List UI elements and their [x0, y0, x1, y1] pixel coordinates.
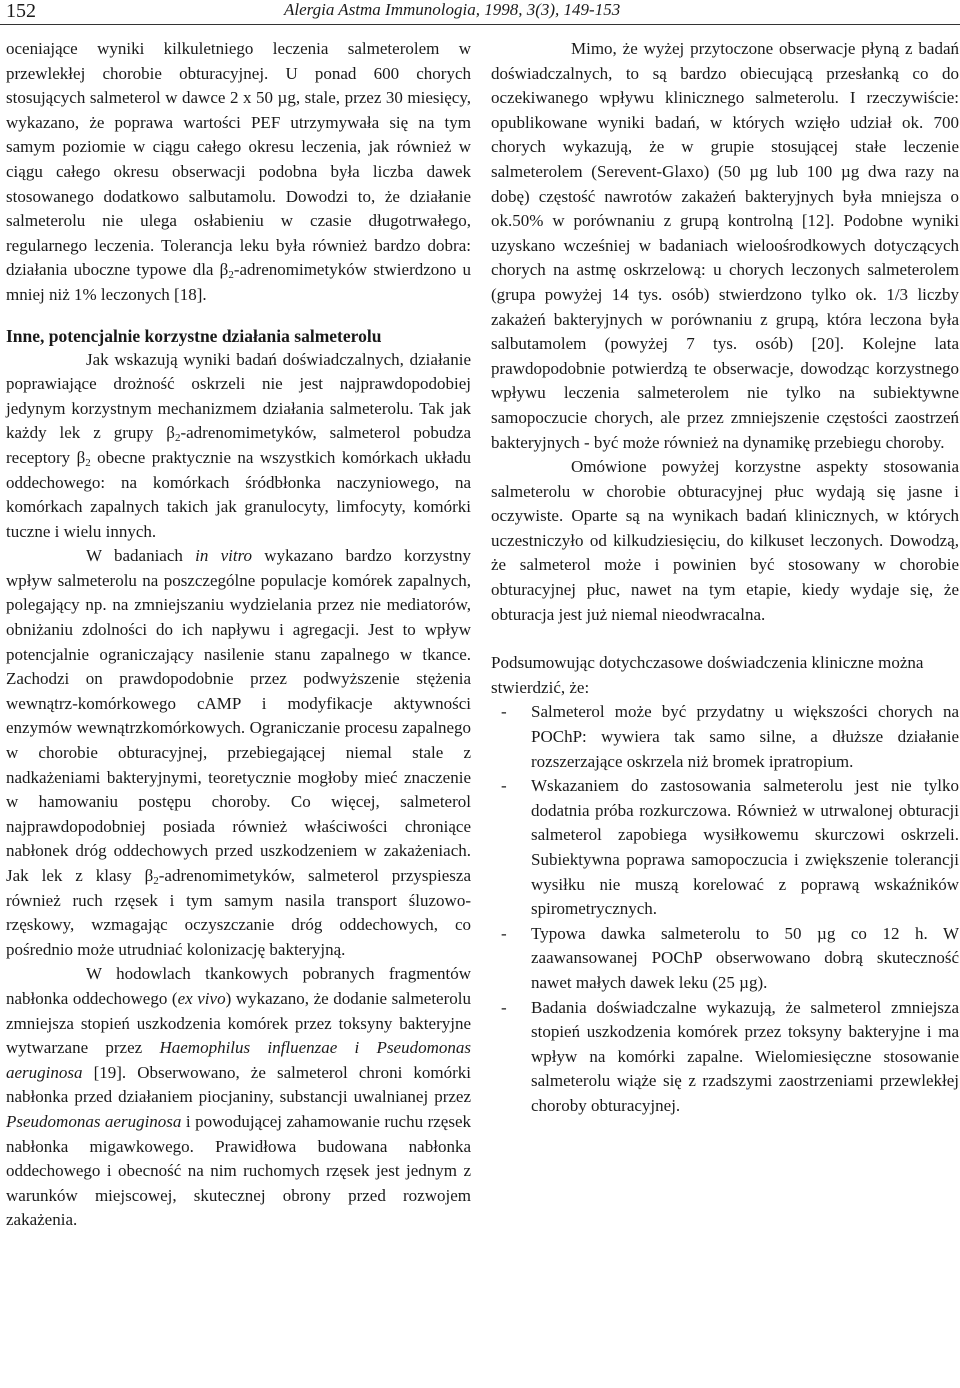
paragraph: W badaniach in vitro wykazano bardzo korzystny wpływ salmeterolu na poszczególne populacje komórek zapalnych, polegający np. na zmniejszaniu wydzielania przez nie mediatorów, obniżaniu zdolności do ich napływu i agregacji. Jest to wpływ potencjalnie ograniczający nasilenie stanu zapalnego w tkance. Zachodzi on prawdopodobnie przez podwyższenie stężenia wewnątrz-komórkowego cAMP i modyfikacje aktywności enzymów wewnątrzkomórkowych. Ograniczanie procesu zapalnego w chorobie obturacyjnej, przebiegającej niemal stale z nadkażeniami bakteryjnymi, teoretycznie mogłoby mieć znaczenie w hamowaniu postępu choroby. Co więcej, salmeterol najprawdopodobniej posiada również właściwości chroniące nabłonek dróg oddechowych przed uszkodzeniem w zakażeniach. Jak lek z klasy $\beta_2$-adrenomimetyków, salmeterol przyspiesza również ruch rzęsek i tym samym nasila transport śluzowo-rzęskowy, wzmagając oczyszczanie dróg oddechowych, co pośrednio może utrudniać kolonizację bakteryjną.: [6, 546, 471, 959]
left-column: [6, 37, 471, 1233]
paragraph: Jak wskazują wyniki badań doświadczalnych, działanie poprawiające drożność oskrzeli nie jest najprawdopodobiej jedynym korzystnym mechanizmem działania salmeterolu. Tak jak każdy lek z grupy $\beta_2$-adrenomimetyków, salmeterol pobudza receptory $\beta_2$ obecne praktycznie na wszystkich komórkach układu oddechowego: na komórkach śródbłonka naczyniowego, na komórkach zapalnych takich jak granulocyty, limfocyty, komórki tuczne i wielu innych.: [6, 349, 472, 541]
page-header: [0, 0, 960, 24]
summary-list: [491, 700, 959, 1118]
list-item: - Wskazaniem do zastosowania salmeterolu jest nie tylko dodatnia próba rozkurczowa. Również w utrwalonej obturacji salmeterol zapobiega wysiłkowemu skurczowi oskrzeli. Subiektywna poprawa samopoczucia i zwiększenie tolerancji wysiłku nie muszą korelować z poprawą wskaźników spirometrycznych.: [501, 776, 959, 919]
right-column: [491, 37, 959, 1119]
section-heading: Inne, potencjalnie korzystne działania salmeterolu: [6, 325, 382, 346]
bullet-dash: -: [501, 776, 507, 796]
paragraph: Omówione powyżej korzystne aspekty stosowania salmeterolu w chorobie obturacyjnej płuc wydają się jasne i oczywiste. Oparte są na wynikach badań klinicznych, w których uczestniczyło od kilkudziesięciu, do kilkuset leczonych. Dowodzą, że salmeterol może i powinien być stosowany w chorobie obturacyjnej płuc, nawet na tym etapie, kiedy wydaje się, że obturacja jest już niemal nieodwracalna.: [491, 457, 959, 624]
list-item: - Salmeterol może być przydatny u większości chorych na POChP: wywiera tak samo silne, a dłuższe działanie rozszerzające oskrzela niż bromek ipratropium.: [501, 702, 959, 771]
running-head: Alergia Astma Immunologia, 1998, 3(3), 149-153: [284, 0, 621, 19]
bullet-dash: -: [501, 923, 507, 943]
paragraph: oceniające wyniki kilkuletniego leczenia salmeterolem w przewlekłej chorobie obturacyjnej. U ponad 600 chorych stosujących salmeterol w dawce 2 x 50 µg, stale, przez 30 miesięcy, wykazano, że poprawa wartości PEF utrzymywała się na tym samym poziomie w ciągu całego okresu leczenia, jak również w ciągu całego okresu obserwacji podobna była liczba dawek stosowanego dodatkowo salbutamolu. Dowodzi to, że działanie salmeterolu nie ulega osłabieniu w czasie długotrwałego, regularnego leczenia. Tolerancja leku była również bardzo dobra: działania uboczne typowe dla $\beta_2$-adrenomimetyków stwierdzono u mniej niż 1% leczonych [18].: [6, 39, 472, 304]
paragraph: Mimo, że wyżej przytoczone obserwacje płyną z badań doświadczalnych, to są bardzo obiecującą przesłanką co do oczekiwanego wpływu klinicznego salmeterolu. I rzeczywiście: opublikowane wyniki badań, w których wzięło udział ok. 700 chorych wykazują, że w grupie stosującej stałe leczenie salmeterolem (Serevent-Glaxo) (50 µg lub 100 µg dwa razy na dobę) częstość nawrotów zakażeń bakteryjnych była mniejsza o ok.50% w porównaniu z grupą kontrolną [12]. Podobne wyniki uzyskano wcześniej w badaniach wieloośrodkowych dotyczących chorych na astmę oskrzelową: u chorych leczonych salmeterolem (grupa powyżej 14 tys. osób) stwierdzono tylko ok. 1/3 liczby zakażeń bakteryjnych w porównaniu z grupą, która leczona była salbutamolem (powyżej 7 tys. osób) [20]. Kolejne lata prawdopodobnie potwierdzą te obserwacje, dowodząc korzystnego wpływu leczenia salmeterolem nie tylko na subiektywne samopoczucie chorych, ale przez zmniejszenie częstości zaostrzeń bakteryjnych - być może również na dynamikę przebiegu choroby.: [491, 39, 959, 452]
summary-intro: Podsumowując dotychczasowe doświadczenia kliniczne można stwierdzić, że:: [491, 653, 924, 697]
page-number: 152: [6, 0, 36, 22]
header-rule: [0, 24, 960, 25]
list-item: - Badania doświadczalne wykazują, że salmeterol zmniejsza stopień uszkodzenia komórek przez toksyny bakteryjne i ma wpływ na komórki zapalne. Wielomiesięczne stosowanie salmeterolu wiąże się z rzadszymi zaostrzeniami przewlekłej choroby obturacyjnej.: [501, 997, 959, 1115]
bullet-dash: -: [501, 997, 507, 1017]
list-item: - Typowa dawka salmeterolu to 50 µg co 12 h. W zaawansowanej POChP obserwowano dobrą skuteczność nawet małych dawek leku (25 µg).: [501, 923, 959, 992]
paragraph: W hodowlach tkankowych pobranych fragmentów nabłonka oddechowego (ex vivo) wykazano, że dodanie salmeterolu zmniejsza stopień uszkodzenia komórek przez toksyny bakteryjne wytwarzane przez Haemophilus influenzae i Pseudomonas aeruginosa [19]. Obserwowano, że salmeterol chroni komórki nabłonka przed działaniem piocjaniny, substancji uwalnianej przez Pseudomonas aeruginosa i powodującej zahamowanie ruchu rzęsek nabłonka migawkowego. Prawidłowa budowana nabłonka oddechowego i obecność na nim ruchomych rzęsek jest jednym z warunków miejscowej, skutecznej obrony przed rozwojem zakażenia.: [6, 964, 471, 1230]
bullet-dash: -: [501, 702, 507, 722]
